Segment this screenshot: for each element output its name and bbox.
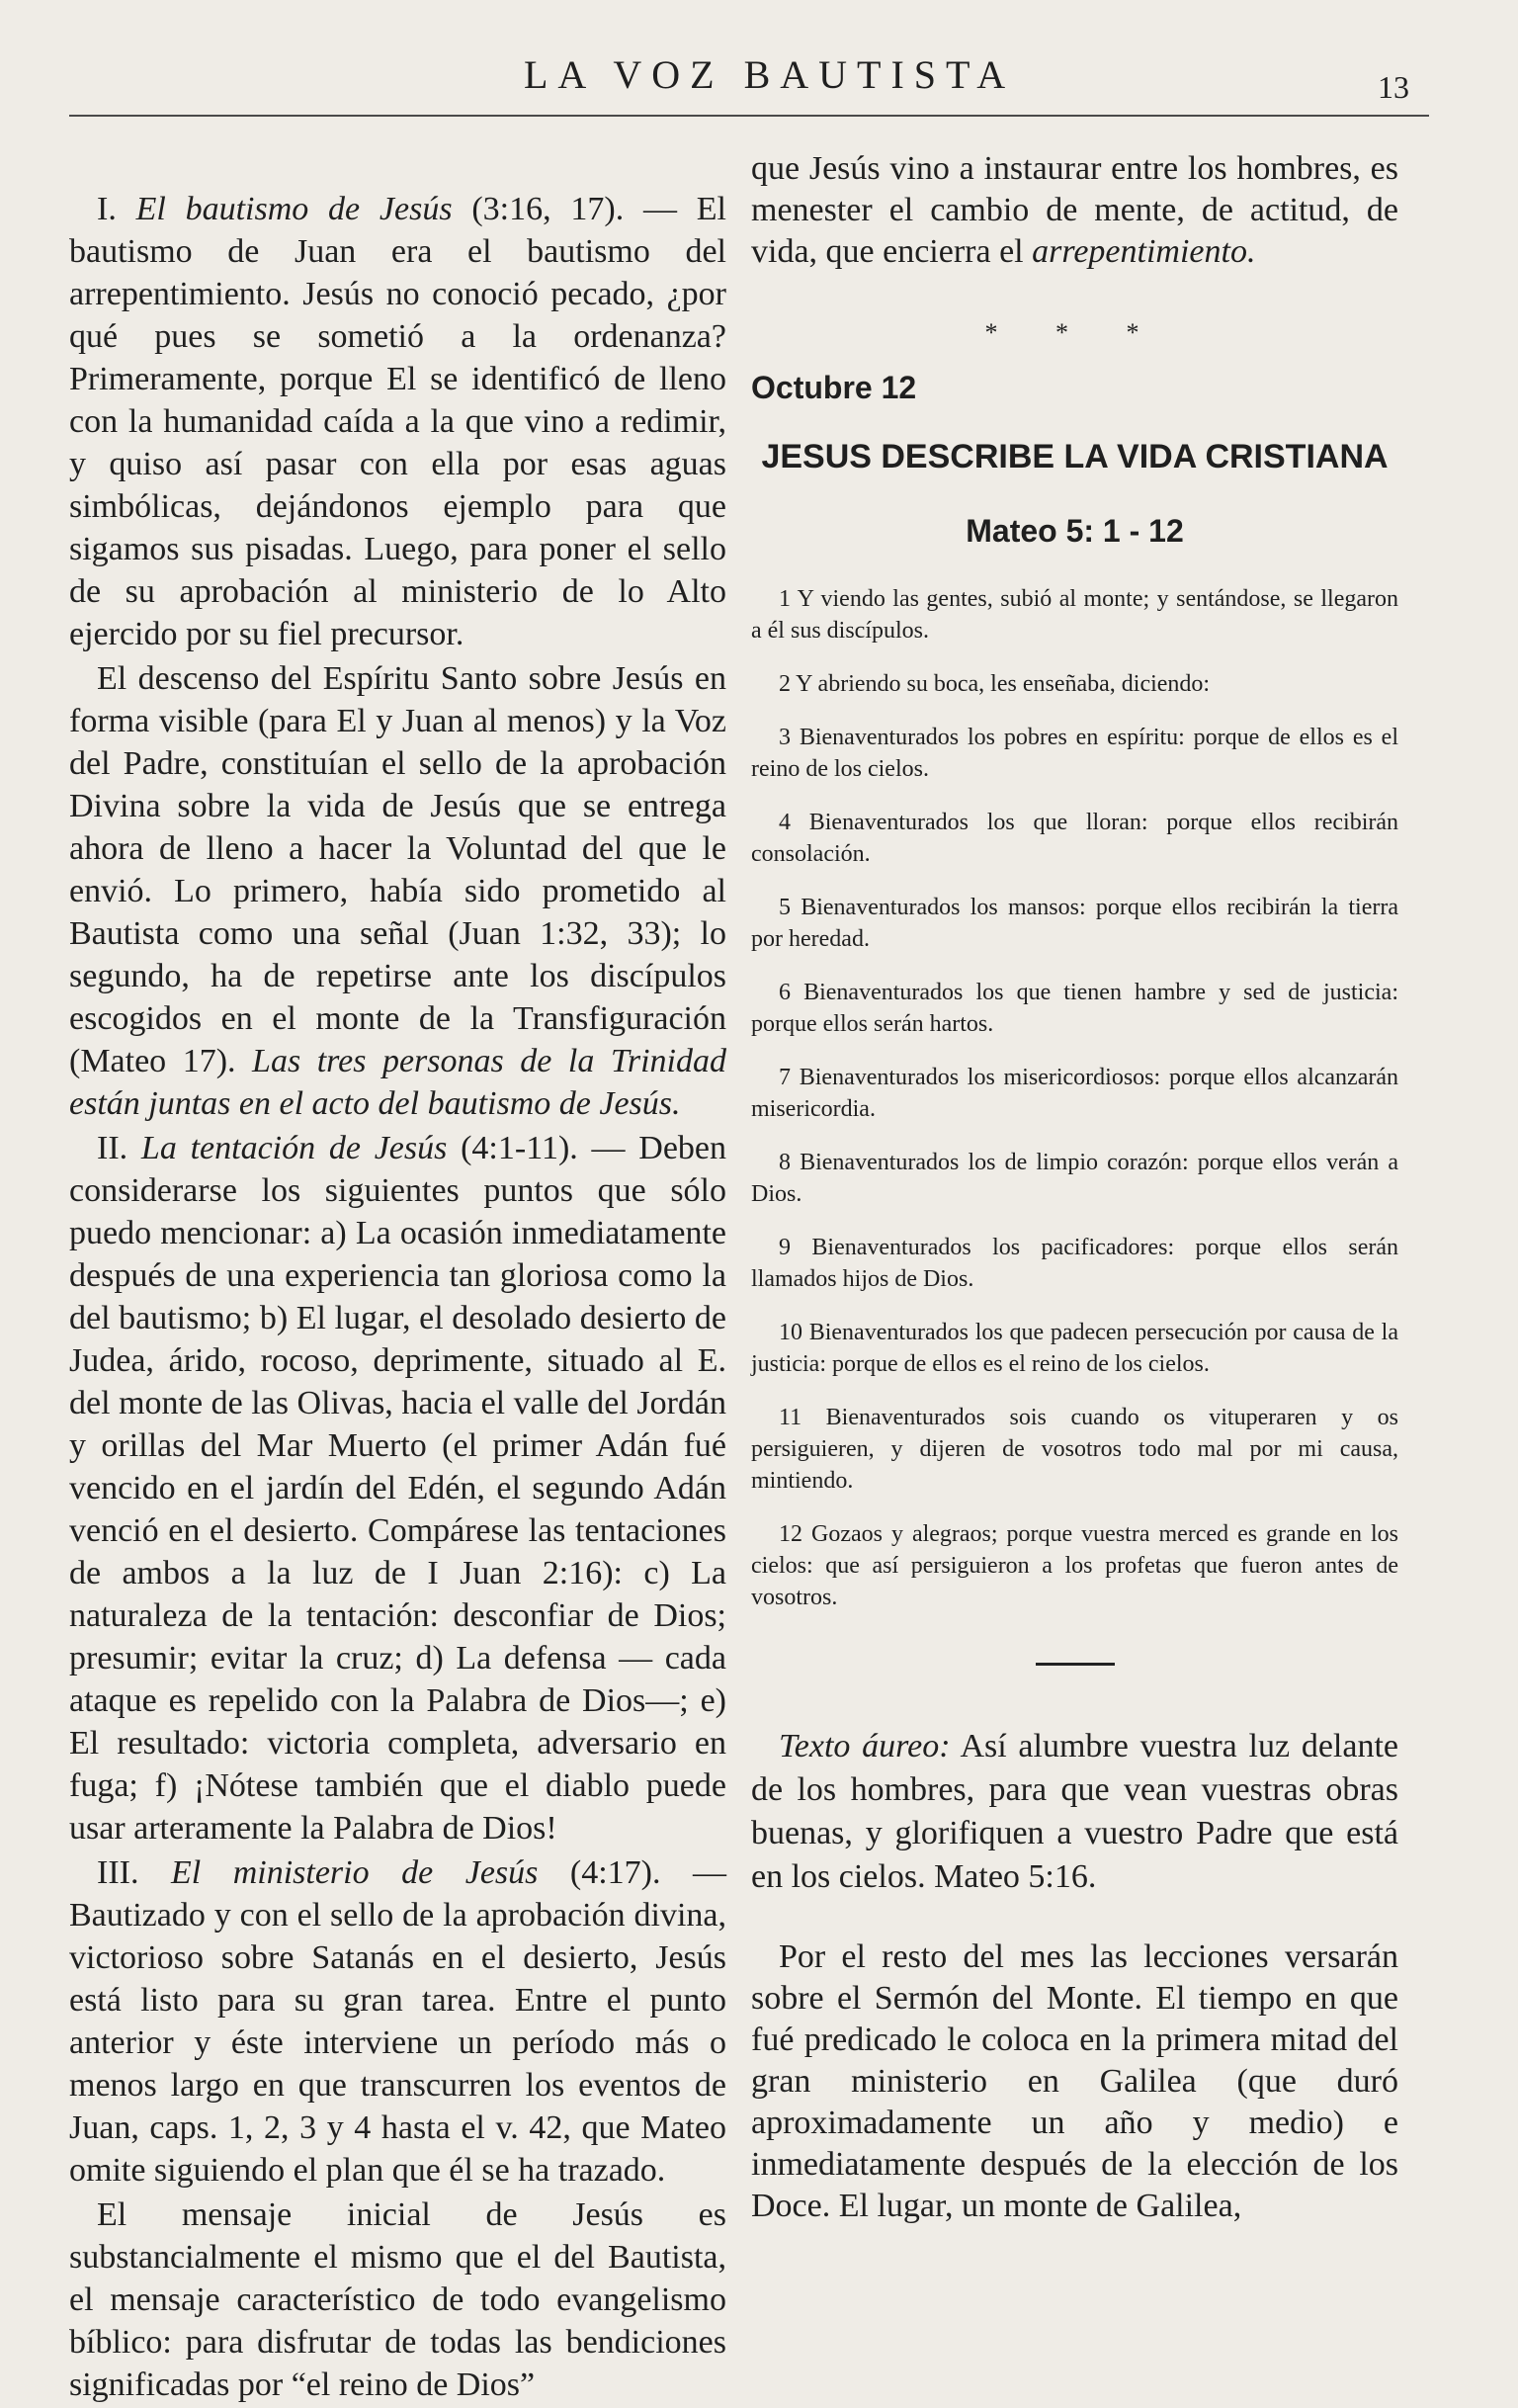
- section-tentacion: [69, 1127, 726, 1849]
- paragraph-italic: arrepentimiento.: [1032, 233, 1256, 270]
- right-column: [751, 148, 1398, 2229]
- paragraph-descenso: [69, 657, 726, 1125]
- verse: 11 Bienaventurados sois cuando os vituperaren y os persiguieren, y dijeren de vosotros todo mal por mi causa, mintiendo.: [751, 1405, 1398, 1494]
- section-number: III.: [97, 1854, 139, 1891]
- golden-text: [751, 1725, 1398, 1899]
- section-title: El ministerio de Jesús: [170, 1854, 539, 1891]
- header-rule: [69, 115, 1429, 117]
- verse: 9 Bienaventurados los pacificadores: porque ellos serán llamados hijos de Dios.: [751, 1235, 1398, 1292]
- section-text: (4:1-11). — Deben considerarse los siguientes puntos que sólo puedo mencionar: a) La ocasión inmediatamente después de una experiencia tan gloriosa como la del bautismo; b) El lugar, el desolado desierto de Judea, árido, rocoso, deprimente, situado al E. del monte de las Olivas, hacia el valle del Jordán y orillas del Mar Muerto (el primer Adán fué vencido en el jardín del Edén, el segundo Adán venció en el desierto. Compárese las tentaciones de ambos a la luz de I Juan 2:16): c) La naturaleza de la tentación: desconfiar de Dios; presumir; evitar la cruz; d) La defensa — cada ataque es repelido con la Palabra de Dios—; e) El resultado: victoria completa, adversario en fuga; f) ¡Nótese también que el diablo puede usar arteramente la Palabra de Dios!: [69, 1130, 727, 1847]
- page-header: [69, 40, 1429, 129]
- section-text: (3:16, 17). — El bautismo de Juan era el bautismo del arrepentimiento. Jesús no conoció pecado, ¿por qué pues se sometió a la ordenanza? Primeramente, porque El se identificó de lleno con la humanidad caída a la que vino a redimir, y quiso así pasar con ella por esas aguas simbólicas, dejándonos ejemplo para que sigamos sus pisadas. Luego, para poner el sello de su aprobación al ministerio de lo Alto ejercido por su fiel precursor.: [69, 191, 726, 652]
- lesson-date: Octubre 12: [751, 370, 917, 405]
- section-title: El bautismo de Jesús: [135, 191, 453, 227]
- section-separator-stars: * * *: [984, 318, 1165, 347]
- paragraph-continuation: [751, 148, 1398, 273]
- section-bautismo: [69, 188, 726, 655]
- paragraph-text: que Jesús vino a instaurar entre los hombres, es menester el cambio de mente, de actitud, de vida, que encierra el: [751, 150, 1398, 270]
- scripture-reference: Mateo 5: 1 - 12: [966, 513, 1184, 549]
- left-column: [69, 148, 726, 2408]
- section-title: La tentación de Jesús: [140, 1130, 448, 1166]
- paragraph-closing: Por el resto del mes las lecciones versarán sobre el Sermón del Monte. El tiempo en que fué predicado le coloca en la primera mitad del gran ministerio en Galilea (que duró aproximadamente un año y medio) e inmediatamente después de la elección de los Doce. El lugar, un monte de Galilea,: [751, 1938, 1398, 2224]
- verse: 10 Bienaventurados los que padecen persecución por causa de la justicia: porque de ellos es el reino de los cielos.: [751, 1320, 1398, 1377]
- verse: 12 Gozaos y alegraos; porque vuestra merced es grande en los cielos: que así persiguieron a los profetas que fueron antes de vosotros.: [751, 1521, 1398, 1610]
- verse: 3 Bienaventurados los pobres en espíritu: porque de ellos es el reino de los cielos.: [751, 725, 1398, 782]
- lesson-title: JESUS DESCRIBE LA VIDA CRISTIANA: [761, 438, 1389, 475]
- golden-text-body: Así alumbre vuestra luz delante de los hombres, para que vean vuestras obras buenas, y glorifiquen a vuestro Padre que está en los cielos. Mateo 5:16.: [751, 1728, 1398, 1895]
- verse: 1 Y viendo las gentes, subió al monte; y sentándose, se llegaron a él sus discípulos.: [751, 586, 1398, 644]
- section-text: (4:17). — Bautizado y con el sello de la aprobación divina, victorioso sobre Satanás en el desierto, Jesús está listo para su gran tarea. Entre el punto anterior y éste interviene un período más o menos largo en que transcurren los eventos de Juan, caps. 1, 2, 3 y 4 hasta el v. 42, que Mateo omite siguiendo el plan que él se ha trazado.: [69, 1854, 726, 2189]
- verse: 5 Bienaventurados los mansos: porque ellos recibirán la tierra por heredad.: [751, 895, 1398, 952]
- section-number: II.: [97, 1130, 128, 1166]
- verse: 4 Bienaventurados los que lloran: porque ellos recibirán consolación.: [751, 810, 1398, 867]
- running-title: LA VOZ BAUTISTA: [524, 52, 1016, 97]
- page-number: 13: [1378, 69, 1409, 105]
- paragraph-text: El descenso del Espíritu Santo sobre Jesús en forma visible (para El y Juan al menos) y la Voz del Padre, constituían el sello de la aprobación Divina sobre la vida de Jesús que se entrega ahora de lleno a hacer la Voluntad del que le envió. Lo primero, había sido prometido al Bautista como una señal (Juan 1:32, 33); lo segundo, ha de repetirse ante los discípulos escogidos en el monte de la Transfiguración (Mateo 17).: [69, 660, 726, 1079]
- verse: 7 Bienaventurados los misericordiosos: porque ellos alcanzarán misericordia.: [751, 1065, 1398, 1122]
- divider-rule: [1036, 1663, 1115, 1666]
- verse: 6 Bienaventurados los que tienen hambre y sed de justicia: porque ellos serán hartos.: [751, 980, 1398, 1037]
- section-number: I.: [97, 191, 117, 227]
- golden-text-label: Texto áureo:: [779, 1728, 951, 1764]
- section-ministerio: [69, 1851, 726, 2192]
- verse: 2 Y abriendo su boca, les enseñaba, diciendo:: [779, 671, 1211, 697]
- verse: 8 Bienaventurados los de limpio corazón: porque ellos verán a Dios.: [751, 1150, 1398, 1207]
- paragraph-mensaje: El mensaje inicial de Jesús es substancialmente el mismo que el del Bautista, el mensaje característico de todo evangelismo bíblico: para disfrutar de todas las bendiciones significadas por “el reino de Dios”: [69, 2196, 726, 2403]
- paragraph-italic: Las tres personas de la Trinidad están juntas en el acto del bautismo de Jesús.: [69, 1043, 726, 1122]
